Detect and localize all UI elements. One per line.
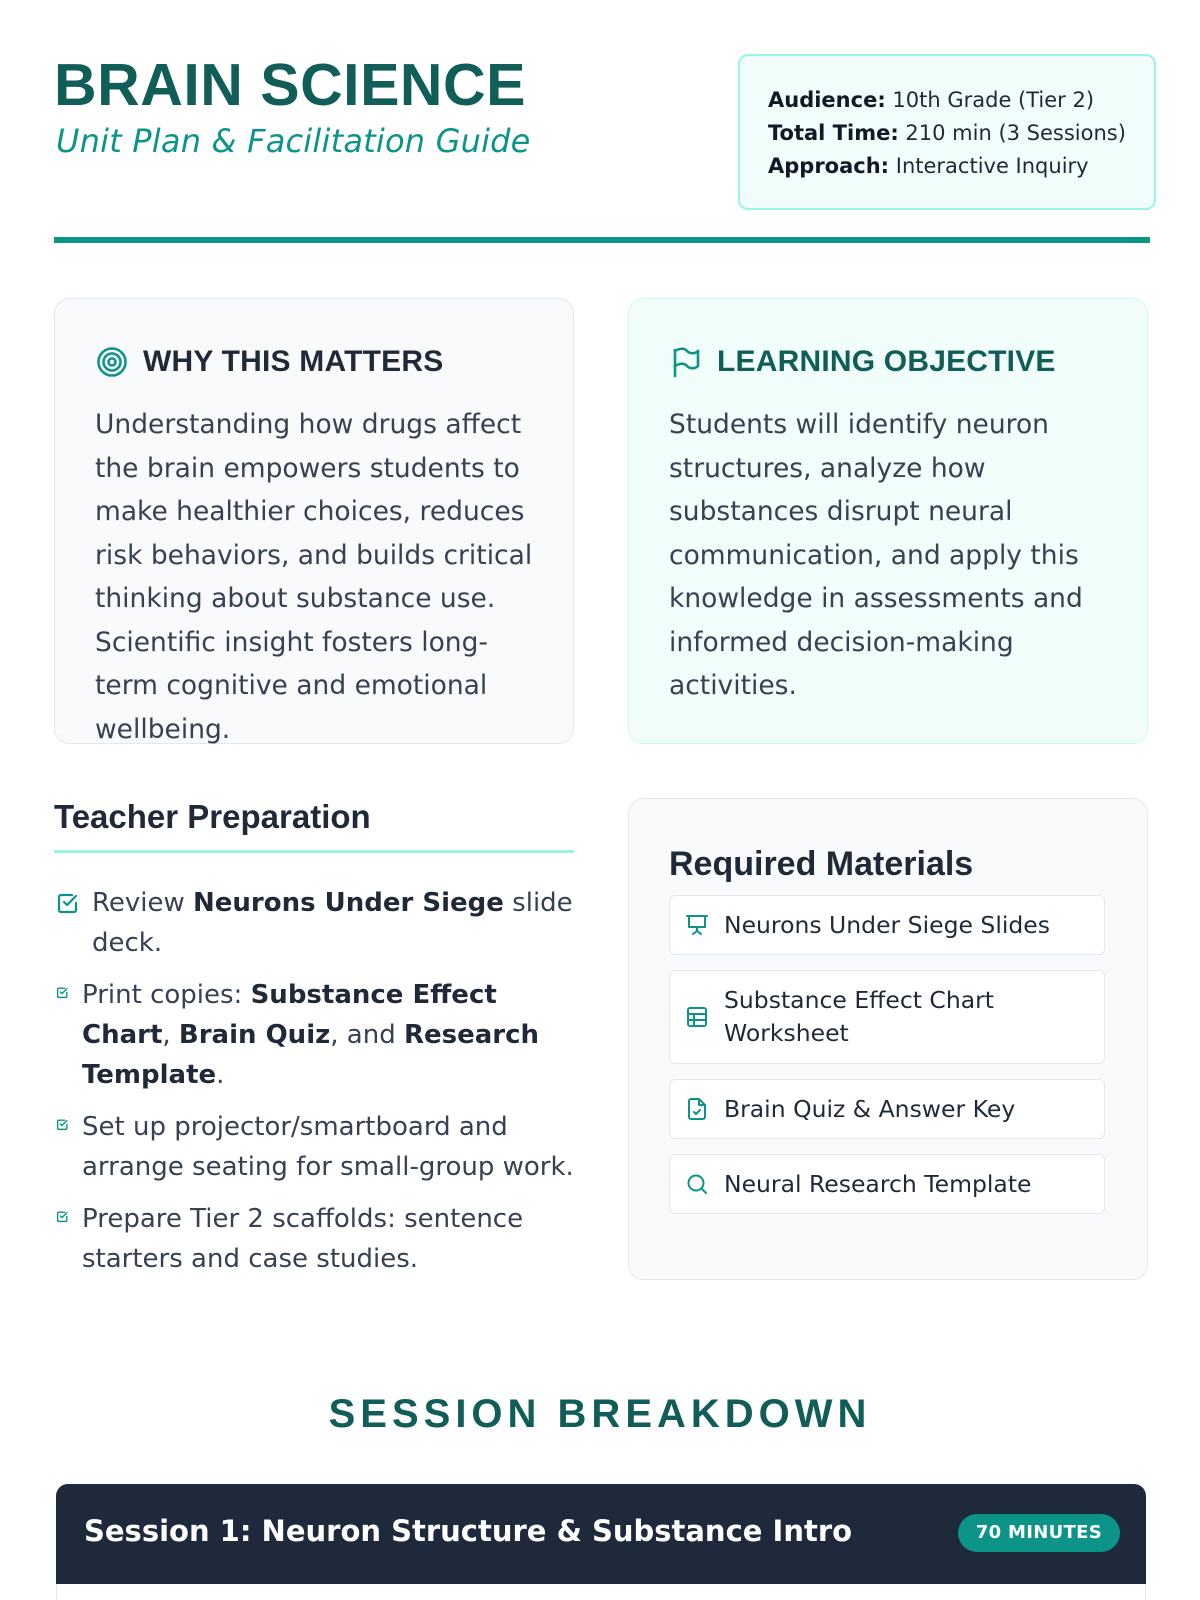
why-card-header [95,345,443,379]
objective-card-header [669,345,1056,379]
checklist-item [54,1107,574,1187]
checkbox-icon [54,1107,70,1141]
checklist-item-text: Set up projector/smartboard and arrange seating for small-group work. [82,1112,574,1182]
presentation-icon [684,912,710,938]
teacher-preparation-section [54,798,574,1291]
table-icon [684,1004,710,1030]
required-materials-card [628,798,1148,1280]
checkbox-icon [54,883,82,923]
page-subtitle: Unit Plan & Facilitation Guide [56,122,531,160]
meta-approach: Approach: Interactive Inquiry [768,154,1089,178]
material-item: Substance Effect Chart Worksheet [669,970,1105,1064]
session-1-title: Session 1: Neuron Structure & Substance Intro [84,1514,853,1548]
checklist-item [54,1199,574,1279]
checkbox-icon [54,975,70,1009]
objective-card-body: Students will identify neuron structures, analyze how substances disrupt neural communication, and apply this knowledge in assessments and informed decision-making activities. [669,409,1083,701]
session-duration-badge: 70 MINUTES [958,1514,1120,1552]
search-icon [684,1171,710,1197]
unit-header [54,52,1146,242]
teacher-preparation-title: Teacher Preparation [54,798,574,853]
checklist-item [54,975,574,1095]
checklist-item-text: Review Neurons Under Siege slide deck. [92,888,573,958]
checkbox-icon [54,1199,70,1233]
unit-meta-box [738,54,1156,210]
meta-total-time: Total Time: 210 min (3 Sessions) [768,121,1126,145]
learning-objective-card [628,298,1148,744]
file-check-icon [684,1096,710,1122]
target-icon [95,345,129,379]
session-breakdown-title: SESSION BREAKDOWN [328,1392,872,1436]
why-this-matters-card [54,298,574,744]
material-item: Brain Quiz & Answer Key [669,1079,1105,1139]
why-card-title: WHY THIS MATTERS [143,345,444,378]
objective-card-title: LEARNING OBJECTIVE [717,345,1056,378]
header-divider [54,237,1150,243]
required-materials-title: Required Materials [669,845,974,883]
checklist-item-text: Print copies: Substance Effect Chart, Brain Quiz, and Research Template. [82,980,540,1090]
checklist-item-text: Prepare Tier 2 scaffolds: sentence starters and case studies. [82,1204,524,1274]
material-item: Neural Research Template [669,1154,1105,1214]
meta-audience: Audience: 10th Grade (Tier 2) [768,88,1095,112]
preparation-checklist [54,883,574,1279]
page-title: BRAIN SCIENCE [54,52,526,118]
material-item: Neurons Under Siege Slides [669,895,1105,955]
session-1-body [56,1584,1146,1600]
why-card-body: Understanding how drugs affect the brain empowers students to make healthier choices, reduces risk behaviors, and builds critical thinking about substance use. Scientific insight fosters long-term cognitive and emotional wellbeing. [95,409,533,745]
session-1-header[interactable] [56,1484,1146,1584]
checklist-item [54,883,574,963]
flag-icon [669,345,703,379]
